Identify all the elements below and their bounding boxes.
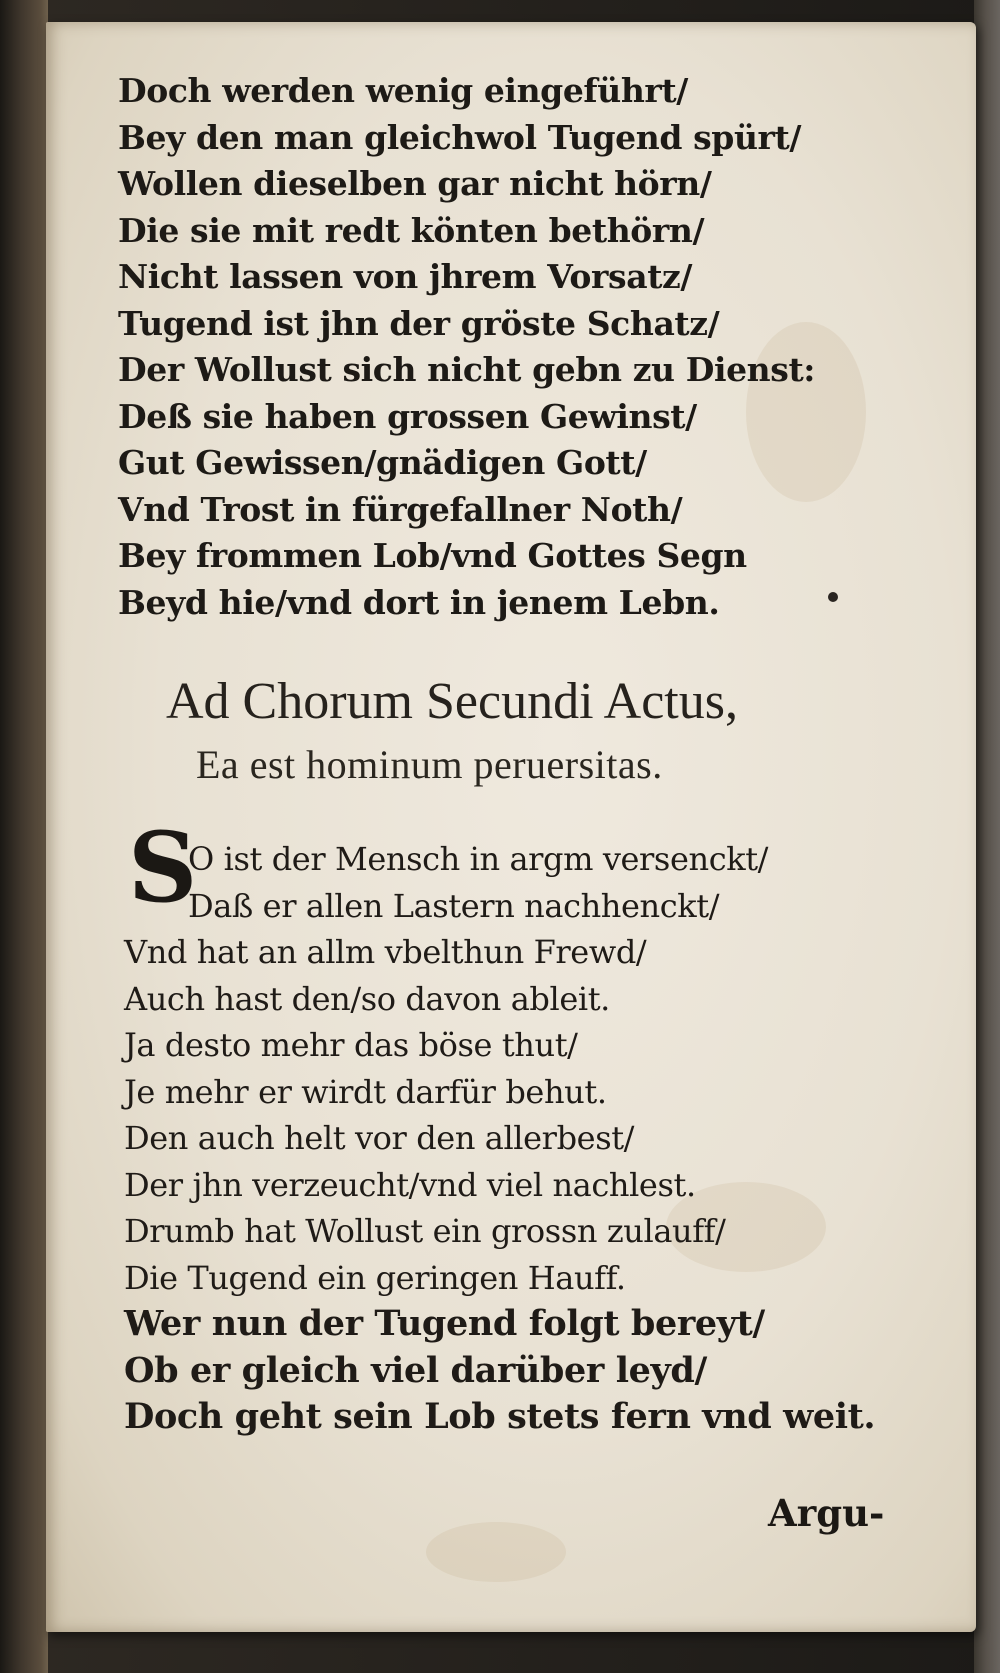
page-edge bbox=[974, 0, 1000, 1673]
verse-line: Die sie mit redt könten bethörn/ bbox=[118, 210, 705, 250]
verse-line: Doch geht sein Lob stets fern vnd weit. bbox=[124, 1396, 876, 1437]
verse-line: Bey frommen Lob/vnd Gottes Segn bbox=[118, 536, 747, 575]
paper-stain bbox=[426, 1522, 566, 1582]
catchword: Argu- bbox=[768, 1491, 885, 1535]
verse-line: Der jhn verzeucht/vnd viel nachlest. bbox=[124, 1165, 696, 1204]
verse-line: Ob er gleich viel darüber leyd/ bbox=[124, 1349, 707, 1391]
end-mark-dot bbox=[828, 592, 838, 602]
book-spine bbox=[0, 0, 48, 1673]
verse-line: Wer nun der Tugend folgt bereyt/ bbox=[124, 1303, 765, 1344]
verse-line: Tugend ist jhn der gröste Schatz/ bbox=[118, 303, 720, 343]
verse-bottom bbox=[124, 836, 884, 1441]
verse-line: Doch werden wenig eingeführt/ bbox=[118, 71, 688, 110]
verse-line: Bey den man gleichwol Tugend spürt/ bbox=[118, 117, 802, 157]
verse-line: Ja desto mehr das böse thut/ bbox=[124, 1026, 578, 1064]
drop-cap-initial: S bbox=[128, 811, 198, 924]
section-heading: Ad Chorum Secundi Actus, bbox=[166, 673, 738, 730]
verse-line: Die Tugend ein geringen Hauff. bbox=[124, 1258, 626, 1297]
verse-line: Wollen dieselben gar nicht hörn/ bbox=[118, 164, 712, 203]
verse-line: Je mehr er wirdt darfür behut. bbox=[124, 1072, 607, 1111]
verse-line: Beyd hie/vnd dort in jenem Lebn. bbox=[118, 582, 720, 622]
verse-line: Gut Gewissen/gnädigen Gott/ bbox=[118, 443, 647, 482]
verse-line: O ist der Mensch in argm versenckt/ bbox=[188, 840, 769, 878]
verse-line: Vnd hat an allm vbelthun Frewd/ bbox=[124, 933, 647, 971]
verse-top bbox=[118, 68, 878, 626]
verse-line: Der Wollust sich nicht gebn zu Dienst: bbox=[118, 350, 816, 389]
section-subheading: Ea est hominum peruersitas. bbox=[196, 742, 663, 787]
verse-line: Auch hast den/so davon ableit. bbox=[124, 979, 610, 1018]
verse-line: Nicht lassen von jhrem Vorsatz/ bbox=[118, 257, 693, 296]
verse-line: Daß er allen Lastern nachhenckt/ bbox=[188, 886, 720, 925]
verse-line: Deß sie haben grossen Gewinst/ bbox=[118, 396, 697, 436]
verse-line: Drumb hat Wollust ein grossn zulauff/ bbox=[124, 1212, 726, 1250]
verse-line: Vnd Trost in fürgefallner Noth/ bbox=[118, 489, 683, 529]
verse-line: Den auch helt vor den allerbest/ bbox=[124, 1119, 635, 1157]
